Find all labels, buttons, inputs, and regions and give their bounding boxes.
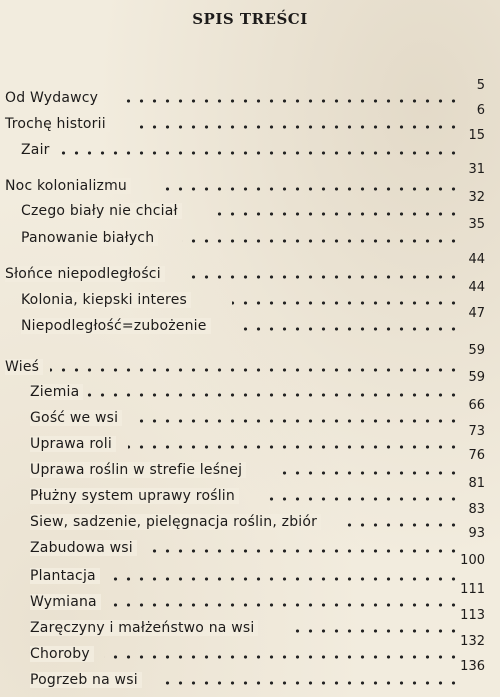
toc-entry-page: 59 xyxy=(468,370,485,385)
dot-leader xyxy=(344,522,460,528)
toc-entry-zabudowa-wsi xyxy=(0,526,500,558)
toc-entry-choroby xyxy=(0,634,500,664)
toc-entry-label: Ziemia xyxy=(30,384,83,400)
dot-leader xyxy=(280,470,460,476)
toc-entry-page: 44 xyxy=(468,252,485,267)
toc-entry-ziemia xyxy=(0,370,500,402)
toc-entry-label: Uprawa roli xyxy=(30,436,116,452)
toc-entry-page: 93 xyxy=(468,526,485,541)
toc-entry-page: 5 xyxy=(476,78,485,93)
toc-entry-czego-bialy-nie-chcial xyxy=(0,190,500,221)
toc-entry-label: Słońce niepodległości xyxy=(5,266,165,282)
toc-entry-niepodleglosc-zubozenie xyxy=(0,306,500,336)
toc-entry-zair xyxy=(0,128,500,160)
toc-entry-label: Gość we wsi xyxy=(30,410,122,426)
toc-entry-label: Czego biały nie chciał xyxy=(21,203,182,219)
toc-entry-plantacja xyxy=(0,553,500,586)
toc-entry-page: 66 xyxy=(468,398,485,413)
toc-entry-page: 83 xyxy=(468,502,485,517)
dot-leader xyxy=(232,300,460,306)
dot-leader xyxy=(242,326,460,332)
dot-leader xyxy=(165,186,460,192)
toc-entry-label: Plantacja xyxy=(30,568,100,584)
page-title: SPIS TREŚCI xyxy=(192,10,308,28)
toc-entry-page: 59 xyxy=(468,343,485,358)
dot-leader xyxy=(158,680,460,686)
toc-entry-wymiana xyxy=(0,582,500,612)
toc-entry-slonce-niepodleglosci xyxy=(0,252,500,284)
dot-leader xyxy=(86,392,460,398)
toc-entry-label: Płużny system uprawy roślin xyxy=(30,488,239,504)
toc-entry-label: Wymiana xyxy=(30,594,101,610)
dot-leader xyxy=(52,150,460,156)
dot-leader xyxy=(120,98,460,104)
toc-entry-label: Trochę historii xyxy=(5,116,110,132)
toc-entry-page: 81 xyxy=(468,476,485,491)
toc-entry-pluzny-system-uprawy-roslin xyxy=(0,476,500,506)
toc-entry-page: 73 xyxy=(468,424,485,439)
toc-entry-label: Kolonia, kiepski interes xyxy=(21,292,191,308)
toc-entry-page: 76 xyxy=(468,448,485,463)
toc-entry-page: 44 xyxy=(468,280,485,295)
toc-entry-label: Zabudowa wsi xyxy=(30,540,137,556)
toc-entry-label: Noc kolonializmu xyxy=(5,178,131,194)
dot-leader xyxy=(50,367,460,373)
dot-leader xyxy=(190,274,460,280)
toc-entry-wies xyxy=(0,343,500,377)
toc-entry-page: 111 xyxy=(460,582,485,597)
toc-entry-label: Niepodległość=zubożenie xyxy=(21,318,211,334)
toc-entry-label: Pogrzeb na wsi xyxy=(30,672,142,688)
toc-entry-label: Siew, sadzenie, pielęgnacja roślin, zbiór xyxy=(30,514,321,530)
toc-entry-label: Choroby xyxy=(30,646,94,662)
toc-entry-page: 32 xyxy=(468,190,485,205)
dot-leader xyxy=(182,238,460,244)
toc-entry-label: Od Wydawcy xyxy=(5,90,102,106)
dot-leader xyxy=(108,576,460,582)
toc-entry-label: Wieś xyxy=(5,359,43,375)
dot-leader xyxy=(132,418,460,424)
toc-entry-label: Zaręczyny i małżeństwo na wsi xyxy=(30,620,258,636)
toc-entry-page: 113 xyxy=(460,608,485,623)
toc-entry-page: 100 xyxy=(460,553,485,568)
toc-entry-page: 47 xyxy=(468,306,485,321)
dot-leader xyxy=(210,211,460,217)
toc-entry-uprawa-roslin-w-strefie-lesnej xyxy=(0,448,500,480)
toc-entry-page: 31 xyxy=(468,162,485,177)
dot-leader xyxy=(264,496,460,502)
toc-entry-noc-kolonializmu xyxy=(0,162,500,196)
dot-leader xyxy=(104,654,460,660)
dot-leader xyxy=(128,444,460,450)
toc-entry-gosc-we-wsi xyxy=(0,398,500,428)
dot-leader xyxy=(140,124,460,130)
toc-entry-kolonia-kiepski-interes xyxy=(0,280,500,310)
toc-entry-page: 6 xyxy=(476,103,485,118)
toc-entry-label: Uprawa roślin w strefie leśnej xyxy=(30,462,246,478)
toc-entry-page: 132 xyxy=(460,634,485,649)
dot-leader xyxy=(290,628,460,634)
toc-entry-page: 136 xyxy=(460,659,485,674)
toc-entry-trocha-historii xyxy=(0,103,500,134)
toc-entry-uprawa-roli xyxy=(0,424,500,454)
toc-entry-pogrzeb-na-wsi xyxy=(0,659,500,690)
toc-entry-siew-sadzenie-pielegnacja xyxy=(0,502,500,532)
toc-entry-zareczyny-i-malzenstwo xyxy=(0,608,500,638)
toc-entry-od-wydawcy xyxy=(0,78,500,108)
toc-entry-page: 35 xyxy=(468,217,485,232)
toc-entry-panowanie-bialych xyxy=(0,217,500,248)
toc-entry-label: Zair xyxy=(21,142,54,158)
toc-entry-page: 15 xyxy=(468,128,485,143)
toc-entry-label: Panowanie białych xyxy=(21,230,158,246)
dot-leader xyxy=(110,602,460,608)
dot-leader xyxy=(146,548,460,554)
